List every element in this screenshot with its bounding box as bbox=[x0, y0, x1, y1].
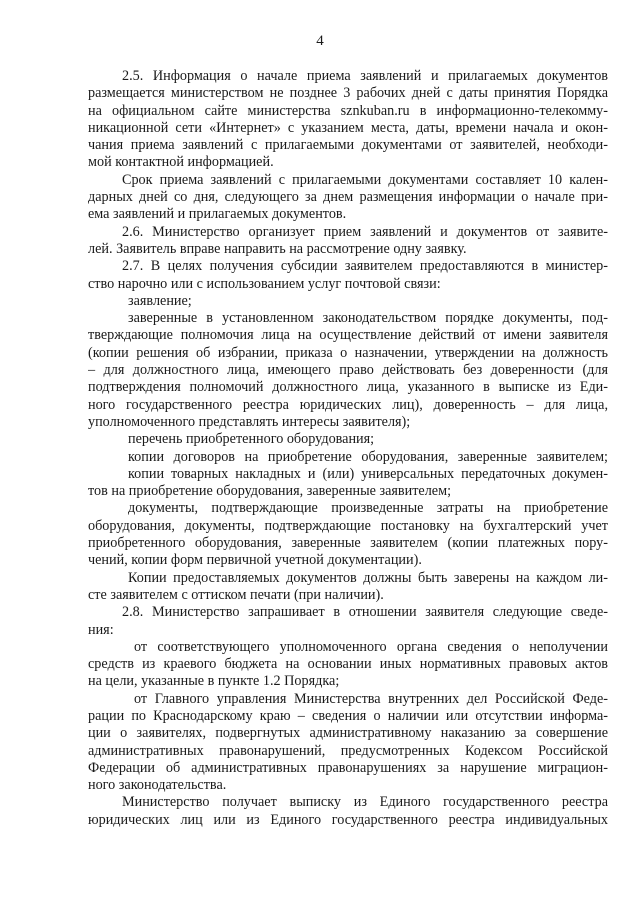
text-line: чений, копии форм первичной учетной документации). bbox=[88, 552, 422, 569]
text-line: документы, подтверждающие произведенные затраты на приобретение bbox=[128, 500, 608, 517]
text-line: перечень приобретенного оборудования; bbox=[128, 431, 375, 448]
text-line: дарных дней со дня, следующего за днем размещения информации о начале при- bbox=[88, 189, 608, 206]
text-line: подтверждения полномочий должностного лица, указанного в выписке из Еди- bbox=[88, 379, 608, 396]
text-line: Министерство получает выписку из Единого государственного реестра bbox=[122, 794, 608, 811]
text-line: ния: bbox=[88, 621, 114, 638]
text-line: ема заявлений и прилагаемых документов. bbox=[88, 206, 347, 223]
text-line: тверждающие полномочия лица на осуществление действий от имени заявителя bbox=[88, 327, 608, 344]
text-line: чания приема заявлений с прилагаемыми документами от заявителей, необходи- bbox=[88, 137, 608, 154]
text-line: ного государственного реестра юридических лиц), доверенность – для лица, bbox=[88, 396, 608, 413]
page-number: 4 bbox=[316, 33, 324, 49]
text-line: на официальном сайте министерства sznkuban.ru в информационно-телекомму- bbox=[88, 102, 608, 119]
text-line: заявление; bbox=[128, 292, 192, 309]
text-line: заверенные в установленном законодательством порядке документы, под- bbox=[128, 310, 608, 327]
text-line: 2.8. Министерство запрашивает в отношении заявителя следующие сведе- bbox=[122, 604, 608, 621]
text-line: никационной сети «Интернет» с указанием места, даты, времени начала и окон- bbox=[88, 119, 608, 136]
text-line: Федерации об административных правонарушениях за нарушение миграцион- bbox=[88, 759, 608, 776]
text-line: от соответствующего уполномоченного органа сведения о неполучении bbox=[134, 638, 608, 655]
text-line: сте заявителем с оттиском печати (при наличии). bbox=[88, 586, 384, 603]
text-line: лей. Заявитель вправе направить на рассмотрение одну заявку. bbox=[88, 240, 467, 257]
text-line: приобретенного оборудования, заверенные заявителем (копии платежных пору- bbox=[88, 535, 608, 552]
text-line: от Главного управления Министерства внутренних дел Российской Феде- bbox=[134, 690, 608, 707]
text-line: 2.5. Информация о начале приема заявлений и прилагаемых документов bbox=[122, 68, 608, 84]
text-line: Копии предоставляемых документов должны быть заверены на каждом ли- bbox=[128, 569, 608, 586]
text-line: мой контактной информацией. bbox=[88, 154, 274, 171]
text-line: административных правонарушений, предусмотренных Кодексом Российской bbox=[88, 742, 608, 759]
text-line: рации по Краснодарскому краю – сведения о наличии или отсутствии информа- bbox=[88, 707, 608, 724]
text-line: копии товарных накладных и (или) универсальных передаточных докумен- bbox=[128, 465, 608, 482]
text-line: на цели, указанные в пункте 1.2 Порядка; bbox=[88, 673, 340, 690]
text-line: 2.7. В целях получения субсидии заявителем предоставляются в министер- bbox=[122, 258, 608, 275]
text-line: 2.6. Министерство организует прием заявлений и документов от заявите- bbox=[122, 223, 608, 240]
text-line: Срок приема заявлений с прилагаемыми документами составляет 10 кален- bbox=[122, 171, 608, 188]
text-line: ции о заявителях, подвергнутых административному наказанию за совершение bbox=[88, 725, 608, 742]
text-line: (копии решения об избрании, приказа о назначении, утверждении на должность bbox=[88, 344, 608, 361]
text-line: тов на приобретение оборудования, заверенные заявителем; bbox=[88, 483, 452, 500]
text-line: юридических лиц или из Единого государственного реестра индивидуальных bbox=[88, 811, 608, 828]
text-line: оборудования, документы, подтверждающие постановку на бухгалтерский учет bbox=[88, 517, 608, 534]
text-line: размещается министерством не позднее 3 рабочих дней с даты принятия Порядка bbox=[88, 85, 608, 102]
text-line: копии договоров на приобретение оборудования, заверенные заявителем; bbox=[128, 448, 608, 465]
text-line: средств из краевого бюджета на основании иных нормативных правовых актов bbox=[88, 656, 608, 673]
text-line: ство нарочно или с использованием услуг почтовой связи: bbox=[88, 275, 441, 292]
text-line: ного законодательства. bbox=[88, 777, 227, 794]
text-line: – для должностного лица, имеющего право действовать без доверенности (для bbox=[88, 362, 608, 379]
text-line: уполномоченного представлять интересы заявителя); bbox=[88, 413, 411, 430]
document-body bbox=[88, 68, 608, 829]
